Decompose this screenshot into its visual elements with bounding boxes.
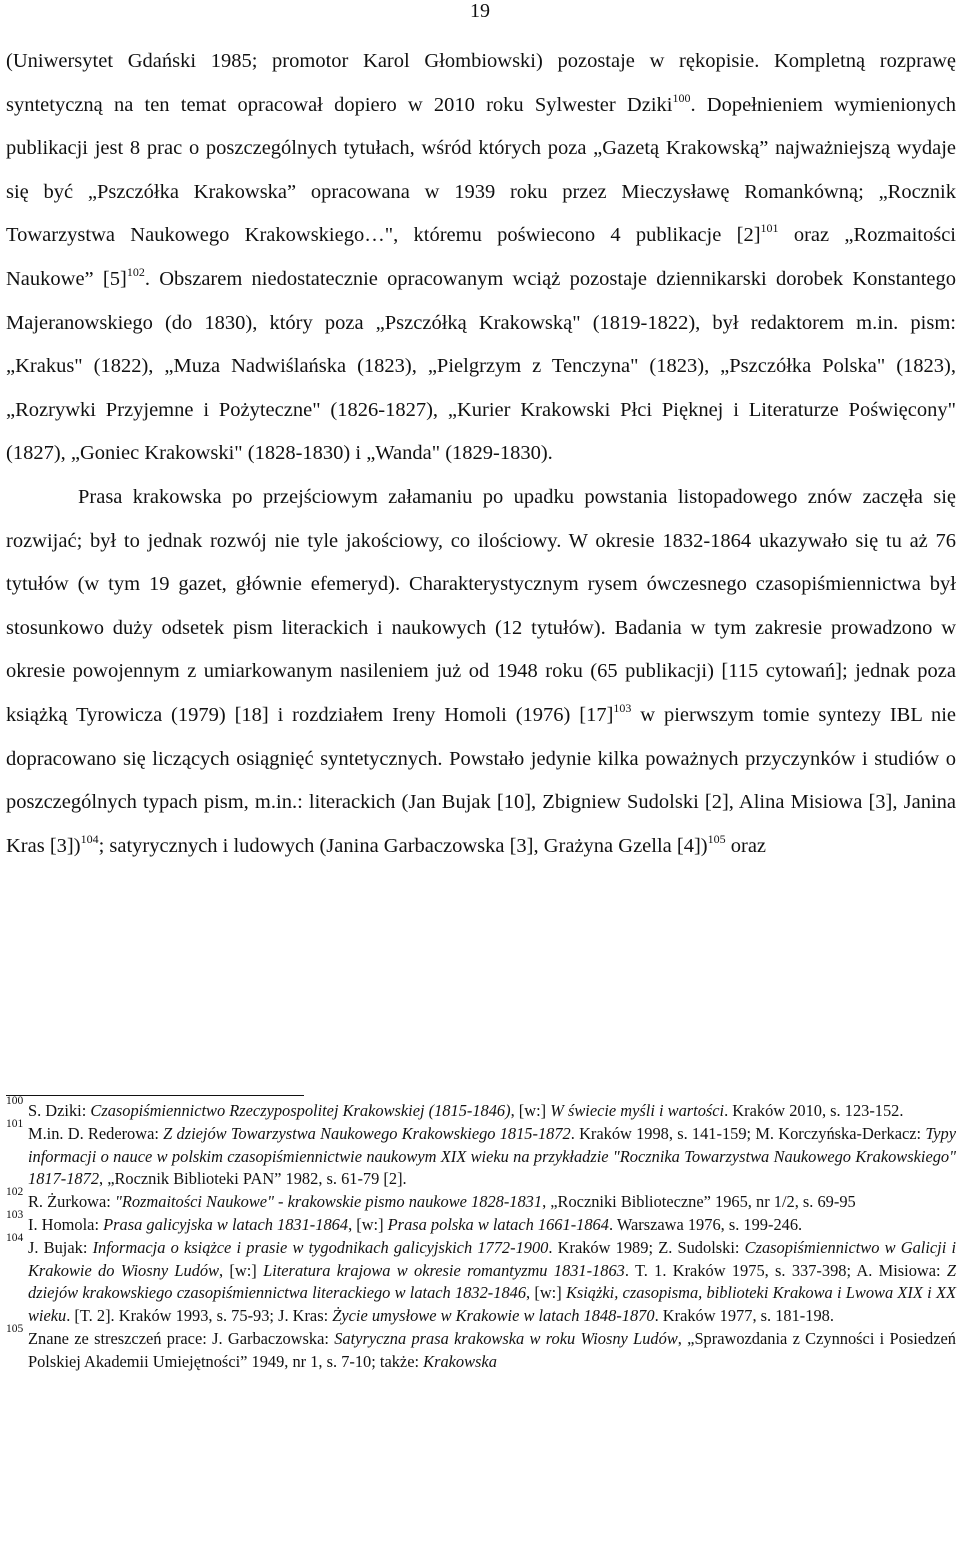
footnote-number: 102: [6, 1186, 24, 1199]
footnote-text: , „Roczniki Biblioteczne” 1965, nr 1/2, s. 69-95: [542, 1192, 856, 1212]
text-run: oraz „Rozmaitości Naukowe” [5]: [6, 224, 956, 290]
paragraph-2: [6, 476, 956, 868]
footnote-number: 104: [6, 1231, 24, 1244]
footnote-title: Typy informacji o nauce w polskim czasopiśmiennictwie naukowym XIX wieku na przykładzie "Rocznika Towarzystwa Naukowego Krakowskiego" 1817-1872: [28, 1123, 956, 1189]
footnote-title: Literatura krajowa w okresie romantyzmu 1831-1863: [263, 1260, 625, 1280]
footnote-101: [6, 1117, 956, 1191]
footnote-number: 101: [6, 1117, 24, 1130]
text-run: w pierwszym tomie syntezy IBL nie dopracowano się liczących osiągnięć syntetycznych. Powstało jedynie kilka poważnych przyczynków i studiów o poszczególnych typach pism, m.in.: literackich (Jan Bujak [10], Zbigniew Sudolski [2], Alina Misiowa [3], Janina Kras [3]): [6, 703, 956, 857]
footnote-number: 103: [6, 1208, 24, 1221]
footnote-ref-101[interactable]: 101: [760, 221, 779, 236]
footnote-text: . Kraków 1989; Z. Sudolski:: [548, 1237, 745, 1257]
footnote-103: [6, 1208, 956, 1237]
footnote-ref-105[interactable]: 105: [707, 831, 726, 846]
footnote-title: Czasopiśmiennictwo w Galicji i Krakowie do Wiosny Ludów: [28, 1237, 957, 1280]
footnote-title: Życie umysłowe w Krakowie w latach 1848-1870: [332, 1306, 655, 1326]
text-run: . Dopełnieniem wymienionych publikacji jest 8 prac o poszczególnych tytułach, wśród których poza „Gazetą Krakowską” najważniejszą wydaje się być „Pszczółka Krakowska” opracowana w 1939 roku przez Mieczysławę Romankówną; „Rocznik Towarzystwa Naukowego Krakowskiego…", któremu poświecono 4 publikacje [2]: [6, 93, 956, 247]
footnote-title: Krakowska: [423, 1351, 497, 1371]
footnote-title: Z dziejów Towarzystwa Naukowego Krakowskiego 1815-1872: [163, 1123, 571, 1143]
footnote-title: "Rozmaitości Naukowe" - krakowskie pismo naukowe 1828-1831: [114, 1192, 543, 1212]
footnote-text: . Kraków 1998, s. 141-159; M. Korczyńska-Derkacz:: [570, 1123, 926, 1143]
footnote-text: . Kraków 1977, s. 181-198.: [654, 1306, 834, 1326]
footnote-title: Satyryczna prasa krakowska w roku Wiosny Ludów: [334, 1328, 678, 1348]
text-run: ; satyrycznych i ludowych (Janina Garbaczowska [3], Grażyna Gzella [4]): [98, 834, 708, 857]
footnote-text: Znane ze streszczeń prace: J. Garbaczowska:: [28, 1328, 335, 1348]
footnote-text: , [w:]: [510, 1101, 551, 1120]
footnote-104: [6, 1231, 957, 1328]
footnote-title: Książki, czasopisma, biblioteki Krakowa i Lwowa XIX i XX wieku: [28, 1283, 956, 1326]
footnote-text: J. Bujak:: [28, 1237, 93, 1257]
footnote-ref-103[interactable]: 103: [613, 700, 632, 715]
footnote-number: 100: [6, 1095, 24, 1107]
footnote-text: , [w:]: [348, 1214, 388, 1234]
footnote-separator: [6, 1095, 304, 1096]
footnote-title: Prasa polska w latach 1661-1864: [387, 1214, 609, 1234]
footnote-ref-104[interactable]: 104: [80, 831, 99, 846]
footnote-text: , „Rocznik Biblioteki PAN” 1982, s. 61-79 [2].: [99, 1169, 407, 1189]
text-run: oraz: [725, 834, 767, 857]
footnote-text: . Warszawa 1976, s. 199-246.: [608, 1214, 803, 1234]
footnote-102: [6, 1186, 956, 1214]
footnote-text: . T. 1. Kraków 1975, s. 337-398; A. Misiowa:: [624, 1260, 947, 1280]
footnote-text: S. Dziki:: [28, 1101, 91, 1120]
footnote-ref-102[interactable]: 102: [126, 264, 145, 279]
footnotes-section: [6, 1095, 957, 1374]
footnote-ref-100[interactable]: 100: [672, 90, 691, 105]
body-text: [6, 40, 956, 868]
footnote-text: . [T. 2]. Kraków 1993, s. 75-93; J. Kras:: [66, 1306, 333, 1326]
text-run: (Uniwersytet Gdański 1985; promotor Karol Głombiowski) pozostaje w rękopisie. Kompletną rozprawę syntetyczną na ten temat opracował dopiero w 2010 roku Sylwester Dziki: [6, 50, 956, 116]
paragraph-1: [6, 40, 956, 476]
footnote-text: , [w:]: [219, 1260, 264, 1280]
footnote-text: R. Żurkowa:: [28, 1192, 115, 1212]
footnote-text: M.in. D. Rederowa:: [28, 1123, 164, 1143]
text-run: . Obszarem niedostatecznie opracowanym wciąż pozostaje dziennikarski dorobek Konstantego Majeranowskiego (do 1830), który poza „Pszczółką Krakowską" (1819-1822), był redaktorem m.in. pism: „Krakus" (1822), „Muza Nadwiślańska (1823), „Pielgrzym z Tenczyna" (1823), „Pszczółka Polska" (1823), „Rozrywki Przyjemne i Pożyteczne" (1826-1827), „Kurier Krakowski Płci Pięknej i Literaturze Poświęcony" (1827), „Goniec Krakowski" (1828-1830) i „Wanda" (1829-1830).: [6, 267, 956, 465]
footnote-text: , „Sprawozdania z Czynności i Posiedzeń Polskiej Akademii Umiejętności” 1949, nr 1, s. 7-10; także:: [28, 1328, 956, 1371]
footnote-title: Informacja o książce i prasie w tygodnikach galicyjskich 1772-1900: [92, 1237, 549, 1257]
footnote-text: . Kraków 2010, s. 123-152.: [724, 1101, 904, 1120]
footnote-text: , [w:]: [526, 1283, 566, 1303]
footnote-title: W świecie myśli i wartości: [550, 1101, 725, 1120]
footnote-number: 105: [6, 1322, 24, 1335]
footnote-100: [6, 1095, 956, 1123]
page-number: 19: [470, 0, 490, 22]
footnote-title: Z dziejów krakowskiego czasopiśmiennictwa literackiego w latach 1832-1846: [28, 1260, 957, 1303]
footnote-105: [6, 1322, 956, 1374]
footnote-title: Czasopiśmiennictwo Rzeczypospolitej Krakowskiej (1815-1846): [90, 1101, 511, 1120]
text-run: Prasa krakowska po przejściowym załamaniu po upadku powstania listopadowego znów zaczęła się rozwijać; był to jednak rozwój nie tyle jakościowy, co ilościowy. W okresie 1832-1864 ukazywało się tu aż 76 tytułów (w tym 19 gazet, głównie efemeryd). Charakterystycznym rysem ówczesnego czasopiśmiennictwa był stosunkowo duży odsetek pism literackich i naukowych (12 tytułów). Badania w tym zakresie prowadzono w okresie powojennym z umiarkowanym nasileniem już od 1948 roku (65 publikacji) [115 cytowań]; jednak poza książką Tyrowicza (1979) [18] i rozdziałem Ireny Homoli (1976) [17]: [6, 485, 956, 726]
footnote-text: I. Homola:: [28, 1214, 104, 1234]
footnote-title: Prasa galicyjska w latach 1831-1864: [103, 1214, 349, 1234]
